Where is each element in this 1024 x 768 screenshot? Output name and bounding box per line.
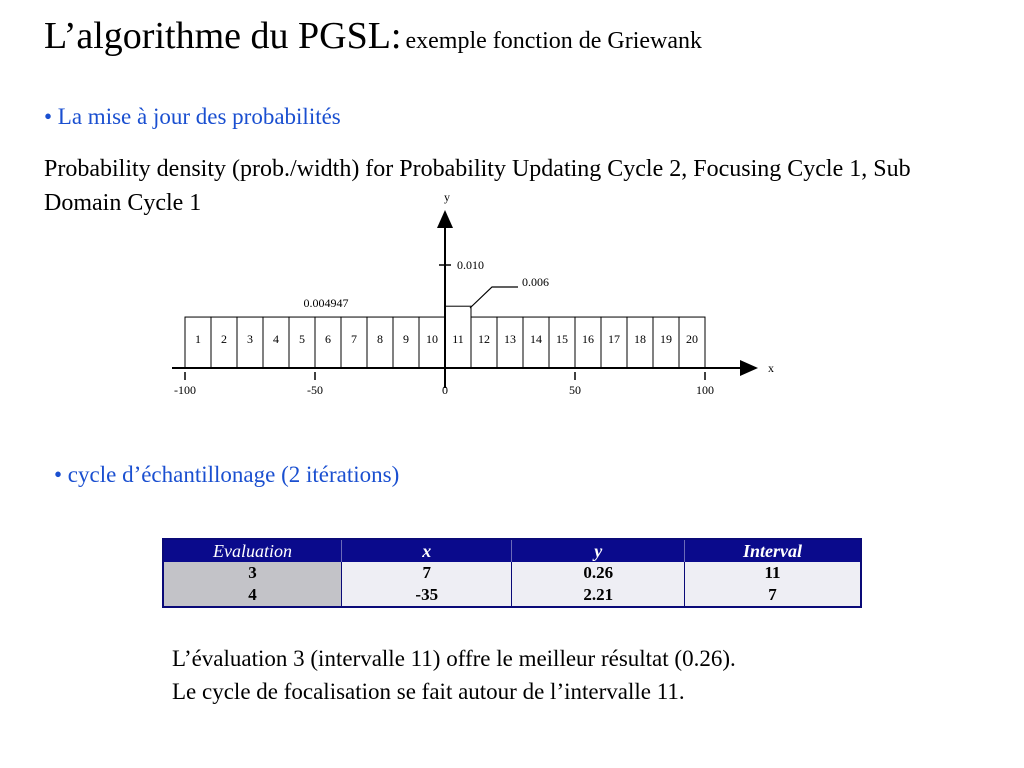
cell-value: 7 — [768, 585, 777, 604]
table-header-row — [163, 539, 861, 562]
interval-label-2: 2 — [221, 332, 227, 346]
interval-label-7: 7 — [351, 332, 357, 346]
interval-label-14: 14 — [530, 332, 542, 346]
interval-label-15: 15 — [556, 332, 568, 346]
interval-label-19: 19 — [660, 332, 672, 346]
diagram-description: Probability density (prob./width) for Probability Updating Cycle 2, Focusing Cycle 1, Sub Domain Cycle 1 — [44, 156, 911, 216]
conclusion-line-2: Le cycle de focalisation se fait autour de l’intervalle 11. — [172, 679, 685, 704]
interval-label-9: 9 — [403, 332, 409, 346]
cell-evaluation — [163, 562, 342, 607]
x-axis-arrow-icon — [740, 360, 758, 376]
interval-label-10: 10 — [426, 332, 438, 346]
interval-label-16: 16 — [582, 332, 594, 346]
x-tick-label: 50 — [569, 383, 581, 397]
x-tick-label: -50 — [307, 383, 323, 397]
conclusion-line-1: L’évaluation 3 (intervalle 11) offre le meilleur résultat (0.26). — [172, 646, 736, 671]
interval-label-20: 20 — [686, 332, 698, 346]
cell-value: 3 — [248, 563, 257, 582]
interval-label-12: 12 — [478, 332, 490, 346]
x-tick-label: 0 — [442, 383, 448, 397]
x-tick-label: 100 — [696, 383, 714, 397]
interval-label-11: 11 — [452, 332, 464, 346]
cell-y — [512, 562, 684, 607]
interval-label-18: 18 — [634, 332, 646, 346]
interval-label-3: 3 — [247, 332, 253, 346]
cell-value: 0.26 — [583, 563, 614, 582]
header-y: y — [512, 539, 684, 562]
interval-label-4: 4 — [273, 332, 279, 346]
annotation-leader-line — [470, 287, 518, 308]
cell-value: 7 — [422, 563, 431, 582]
annotation-base-density: 0.004947 — [303, 296, 349, 310]
cell-value: 2.21 — [583, 585, 614, 604]
interval-label-6: 6 — [325, 332, 331, 346]
cell-x — [342, 562, 512, 607]
y-axis-arrow-icon — [437, 210, 453, 228]
cell-value: 11 — [764, 563, 781, 582]
title-subtitle: exemple fonction de Griewank — [405, 28, 703, 54]
interval-label-5: 5 — [299, 332, 305, 346]
cell-interval — [684, 562, 861, 607]
conclusion-text — [172, 642, 736, 708]
header-interval: Interval — [684, 539, 861, 562]
header-x: x — [342, 539, 512, 562]
table-row — [163, 562, 861, 607]
x-axis-label: x — [768, 361, 774, 375]
interval-label-13: 13 — [504, 332, 516, 346]
cell-value: 4 — [248, 585, 257, 604]
bullet-sampling-cycle: • cycle d’échantillonage (2 itérations) — [54, 462, 400, 487]
annotation-peak-density: 0.006 — [522, 275, 549, 289]
evaluation-table — [162, 538, 862, 608]
bullet-probability-update: • La mise à jour des probabilités — [44, 104, 341, 129]
interval-label-17: 17 — [608, 332, 620, 346]
y-tick-label: 0.010 — [457, 258, 484, 272]
header-evaluation: Evaluation — [163, 539, 342, 562]
x-tick-label: -100 — [174, 383, 196, 397]
y-axis-label: y — [444, 190, 450, 204]
cell-value: -35 — [415, 585, 439, 604]
interval-label-8: 8 — [377, 332, 383, 346]
title-main: L’algorithme du PGSL: — [44, 15, 402, 57]
interval-label-1: 1 — [195, 332, 201, 346]
